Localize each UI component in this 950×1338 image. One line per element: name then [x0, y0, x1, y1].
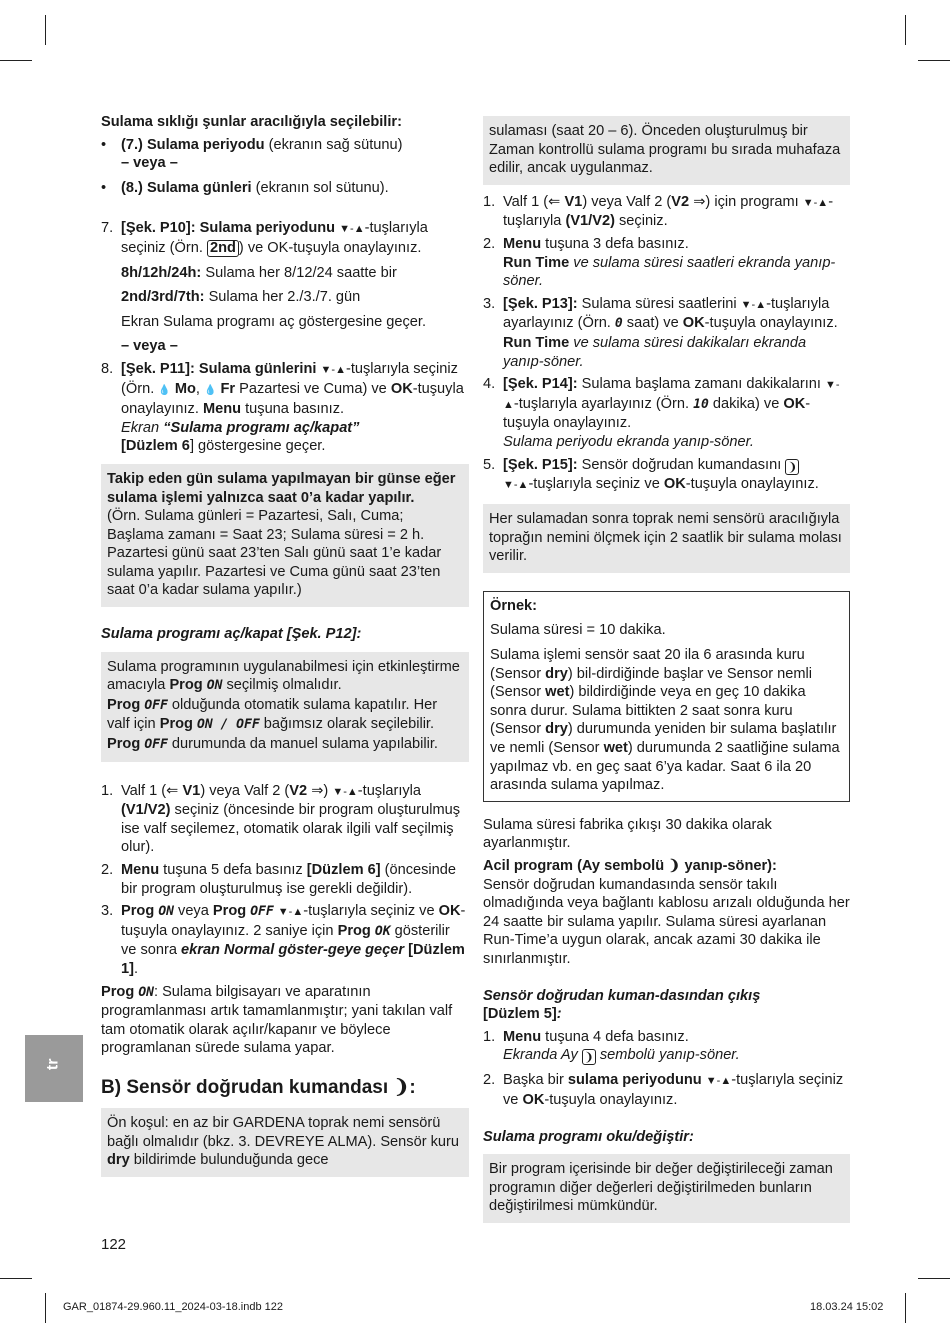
step-3: 3. [Şek. P13]: Sulama süresi saatlerini ▼-▲-tuşlarıyla ayarlayınız (Örn. 0 saat) ve OK-tuşuyla onaylayınız. Run Time ve sulama süresi dakikaları ekranda yanıp-söner. — [483, 295, 838, 370]
emergency-heading: Acil program (Ay sembolü ❩ yanıp-söner): — [483, 858, 777, 874]
crop-mark — [905, 1293, 906, 1323]
moon-key-icon: ❩ — [583, 1050, 594, 1065]
key-2nd: 2nd — [207, 240, 239, 257]
note-box: Ön koşul: en az bir GARDENA toprak nemi sensörü bağlı olmalıdır (bkz. 3. DEVREYE ALMA). Sensör kuru dry bildirimde bulunduğunda gece — [101, 1108, 469, 1177]
note-box: Bir program içerisinde bir değer değiştirileceği zaman programın diğer değerleri değiştirilmeden bunların değiştirilmesi mümkündür. — [483, 1154, 850, 1223]
emergency-text: Sensör doğrudan kumandasında sensör takılı olmadığında veya bağlantı kablosu arızalı olduğunda her 24 saatte bir sulama yapılır. Sulama süresi ayarlanan Run-Time’a uygun olarak, ancak azami 30 dakika ile sınırlanmıştır. — [483, 876, 850, 967]
crop-mark — [905, 15, 906, 45]
note-box: Sulama programının uygulanabilmesi için etkinleştirme amacıyla Prog ON seçilmiş olmalıdır. Prog OFF olduğunda otomatik sulama kapatılır. Her valf için Prog ON / OFF bağımsız olarak seçilebilir. Prog OFF durumunda da manuel sulama yapılabilir. — [101, 652, 469, 762]
crop-mark — [0, 60, 32, 61]
language-tab: tr — [25, 1035, 83, 1102]
footer-date: 18.03.24 15:02 — [810, 1301, 884, 1313]
step-5: 5. [Şek. P15]: Sensör doğrudan kumandasını ❩ ▼-▲-tuşlarıyla seçiniz ve OK-tuşuyla onaylayınız. — [483, 456, 819, 492]
drop-icon: 💧 — [158, 384, 171, 396]
step-7: 7. [Şek. P10]: Sulama periyodunu ▼-▲-tuşlarıyla seçiniz (Örn. 2nd ) ve OK-tuşuyla onaylayınız. — [101, 220, 428, 256]
page-number: 122 — [101, 1236, 127, 1253]
step-2: 2. Menu tuşuna 5 defa basınız [Düzlem 6] (öncesinde bir program oluşturulmuş ise gerekli değildir). — [101, 862, 457, 897]
note-box: Takip eden gün sulama yapılmayan bir günse eğer sulama işlemi yalnızca saat 0’a kadar yapılır. (Örn. Sulama günleri = Pazartesi, Salı, Cuma; Başlama zamanı = Saat 23; Sulama süresi = 2 h. Pazartesi günü saat 23’ten Salı günü saat 1’e kadar sulama yapılır. Pazartesi ve Cuma günü saat 23’ten saat 0’a kadar sulama yapılır.) — [101, 464, 469, 607]
list-item: • (7.) Sulama periyodu (ekranın sağ sütunu) – veya – — [101, 136, 403, 172]
crop-mark — [918, 1278, 950, 1279]
arrow-left-icon: ⇐ — [166, 782, 179, 799]
step-1: 1. Valf 1 (⇐ V1) veya Valf 2 (V2 ⇒) için programı ▼-▲-tuşlarıyla (V1/V2) seçiniz. — [483, 193, 834, 230]
moon-icon: ❩ — [668, 858, 681, 874]
crop-mark — [0, 1278, 32, 1279]
step-8: 8. [Şek. P11]: Sulama günlerini ▼-▲-tuşlarıyla seçiniz (Örn. 💧 Mo, 💧 Fr Pazartesi ve Cuma) ve OK-tuşuyla onaylayınız. Menu tuşuna basınız. Ekran “Sulama programı aç/kapat” [Düzlem 6] göstergesine geçer. — [101, 360, 464, 455]
crop-mark — [45, 15, 46, 45]
note-box: sulaması (saat 20 – 6). Önceden oluşturulmuş bir Zaman kontrollü sulama programı bu sırada muhafaza edilir, ancak uygulanmaz. — [483, 116, 850, 185]
section-heading: Sensör doğrudan kuman-dasından çıkış [Düzlem 5]: — [483, 987, 761, 1023]
drop-icon: 💧 — [204, 384, 217, 396]
section-heading: Sulama programı oku/değiştir: — [483, 1128, 694, 1145]
arrow-right-icon: ⇒ — [693, 193, 706, 210]
example-box: Örnek: Sulama süresi = 10 dakika. Sulama işlemi sensör saat 20 ila 6 arasında kuru (Sensor dry) bil-dirdiğinde başlar ve Sensor nemli (Sensor wet) bildirdiğinde veya en geç 10 dakika sonra durur. Sulama bittikten 2 saat sonra kuru (Sensor dry) durumunda yeniden bir sulama başlatılır ve nemli (Sensor wet) durumunda 2 saatliğine sulama yapılmaz vb. en geç saat 6’ya kadar. Saat 6 ila 20 arasında sulama yapılmaz. — [483, 591, 850, 802]
section-title: B) Sensör doğrudan kumandası ❩: — [101, 1076, 416, 1098]
moon-icon: ❩ — [393, 1076, 410, 1098]
frequency-intro: Sulama sıklığı şunlar aracılığıyla seçilebilir: — [101, 114, 402, 130]
crop-mark — [918, 60, 950, 61]
footer-file: GAR_01874-29.960.11_2024-03-18.indb 122 — [63, 1301, 283, 1313]
list-item: • (8.) Sulama günleri (ekranın sol sütunu). — [101, 179, 389, 196]
section-heading: Sulama programı aç/kapat [Şek. P12]: — [101, 626, 362, 643]
note-box: Her sulamadan sonra toprak nemi sensörü aracılığıyla toprağın nemini ölçmek için 2 saatlik bir sulama molası verilir. — [483, 504, 850, 573]
moon-key-icon: ❩ — [787, 459, 798, 474]
arrow-left-icon: ⇐ — [548, 193, 561, 210]
exit-step-2: 2. Başka bir sulama periyodunu ▼-▲-tuşlarıyla seçiniz ve OK-tuşuyla onaylayınız. — [483, 1072, 844, 1108]
left-column: Sulama sıklığı şunlar aracılığıyla seçilebilir: • (7.) Sulama periyodu (ekranın sağ sütunu) – veya – • (8.) Sulama günleri (ekranın sol sütunu). 7. [Şek. P10]: Sulama periyodunu ▼-▲-tuşlarıyla seçiniz (Örn. 2nd ) ve OK-tuşuyla onaylayınız. 8h/12h/24h: Sulama her 8/12/24 saatte bir 2nd/3rd/7th: Sulama her 2./3./7. gün Ekran Sulama programı aç göstergesine geçer. – veya – 8. [Şek. P11]: Sulama günlerini ▼-▲-tuşlarıyla seçiniz (Örn. 💧 Mo, 💧 Fr Pazartesi ve Cuma) ve OK-tuşuyla onaylayınız. Menu tuşuna basınız. Ekran “Sulama programı aç/kapat” [Düzlem 6] göstergesine geçer. Takip eden gün sulama yapılmayan bir günse eğer sulama işlemi yalnızca saat 0’a kadar yapılır. (Örn. Sulama günleri = Pazartesi, Salı, Cuma; Başlama zamanı = Saat 23; Sulama süresi = 2 h. Pazartesi günü saat 23’ten Salı günü saat 1’e kadar sulama yapılır. Pazartesi ve Cuma günü saat 23’ten saat 0’a kadar sulama yapılır.) Sulama programı aç/kapat [Şek. P12]: Sulama programının uygulanabilmesi için etkinleştirme amacıyla Prog ON seçilmiş olmalıdır. Prog OFF olduğunda otomatik sulama kapatılır. Her valf için Prog ON / OFF bağımsız olarak seçilebilir. Prog OFF durumunda da manuel sulama yapılabilir. 1. Valf 1 (⇐ V1) veya Valf 2 (V2 ⇒) ▼-▲-tuşlarıyla (V1/V2) seçiniz (öncesinde bir program oluşturulmuş ise valf seçilemez, otomatik olarak ilgili valf seçilmiş olur). 2. Menu tuşuna 5 defa basınız [Düzlem 6] (öncesinde bir program oluşturulmuş ise gerekli değildir). 3. Prog ON veya Prog OFF ▼-▲-tuşlarıyla seçiniz ve OK-tuşuyla onaylayınız. 2 saniye için Prog OK gösterilir ve sonra ekran Normal göster-geye geçer [Düzlem 1]. Prog ON: Sulama bilgisayarı ve aparatının programlanması artık tamamlanmıştır; yani takılan valf tam otomatik olarak açılır/kapanır ve böylece programlanan sürede sulama yapar. B) Sensör doğrudan kumandası ❩: Ön koşul: en az bir GARDENA toprak nemi sensörü bağlı olmalıdır (bkz. 3. DEVREYE ALMA). Sensör kuru dry bildirimde bulunduğunda gece — [101, 113, 469, 1177]
step-3: 3. Prog ON veya Prog OFF ▼-▲-tuşlarıyla seçiniz ve OK-tuşuyla onaylayınız. 2 saniye için Prog OK gösterilir ve sonra ekran Normal göster-geye geçer [Düzlem 1]. — [101, 903, 466, 977]
factory-note: Sulama süresi fabrika çıkışı 30 dakika olarak ayarlanmıştır. — [483, 816, 772, 852]
crop-mark — [45, 1293, 46, 1323]
step-1: 1. Valf 1 (⇐ V1) veya Valf 2 (V2 ⇒) ▼-▲-tuşlarıyla (V1/V2) seçiniz (öncesinde bir program oluşturulmuş ise valf seçilemez, otomatik olarak ilgili valf seçilmiş olur). — [101, 782, 461, 856]
prog-on-paragraph: Prog ON: Sulama bilgisayarı ve aparatının programlanması artık tamamlanmıştır; yani takılan valf tam otomatik olarak açılır/kapanır ve böylece programlanan sürede sulama yapar. — [101, 983, 453, 1057]
arrow-right-icon: ⇒ — [311, 782, 324, 799]
exit-step-1: 1. Menu tuşuna 4 defa basınız. Ekranda Ay ❩ sembolü yanıp-söner. — [483, 1028, 740, 1065]
step-4: 4. [Şek. P14]: Sulama başlama zamanı dakikalarını ▼-▲-tuşlarıyla ayarlayınız (Örn. 10 dakika) ve OK-tuşuyla onaylayınız. Sulama periyodu ekranda yanıp-söner. — [483, 376, 840, 450]
step-2: 2. Menu tuşuna 3 defa basınız. Run Time ve sulama süresi saatleri ekranda yanıp-söner. — [483, 235, 836, 290]
right-column — [483, 116, 850, 1223]
